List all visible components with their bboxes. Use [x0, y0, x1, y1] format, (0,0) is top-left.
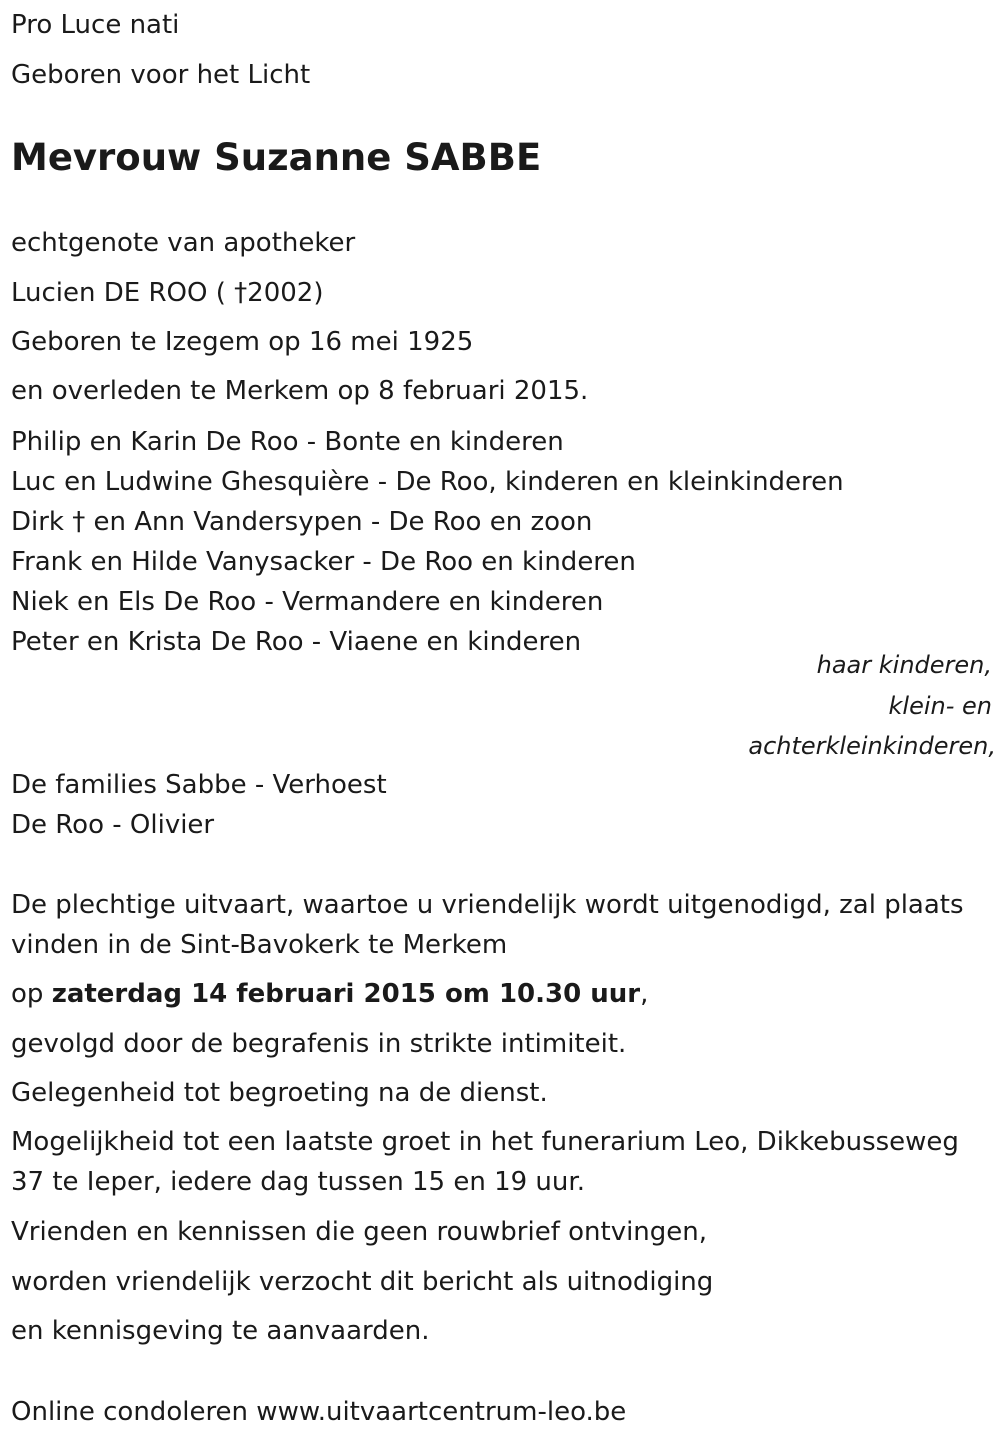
- notice-line: Vrienden en kennissen die geen rouwbrief ontvingen,: [11, 1217, 708, 1247]
- relation-note: haar kinderen,: [816, 651, 992, 679]
- funeral-line: vinden in de Sint-Bavokerk te Merkem: [11, 930, 508, 960]
- funeral-date: zaterdag 14 februari 2015 om 10.30 uur: [51, 979, 641, 1009]
- child-line: Peter en Krista De Roo - Viaene en kinderen: [11, 627, 582, 657]
- family-line: De families Sabbe - Verhoest: [11, 770, 387, 800]
- family-line: De Roo - Olivier: [11, 810, 215, 840]
- deceased-name: Mevrouw Suzanne SABBE: [11, 136, 542, 179]
- funeral-date-line: [11, 978, 648, 1010]
- funeral-date-suffix: ,: [640, 979, 649, 1009]
- notice-line: worden vriendelijk verzocht dit bericht als uitnodiging: [11, 1267, 714, 1297]
- greeting-line: Gelegenheid tot begroeting na de dienst.: [11, 1078, 548, 1108]
- spouse-line: echtgenote van apotheker: [11, 228, 356, 258]
- spouse-name-suffix: 2002): [247, 278, 324, 308]
- online-condolence: Online condoleren www.uitvaartcentrum-leo.be: [11, 1397, 627, 1427]
- child-suffix: en Ann Vandersypen - De Roo en zoon: [85, 507, 593, 537]
- spouse-name-prefix: Lucien DE ROO (: [11, 278, 235, 308]
- visit-line: Mogelijkheid tot een laatste groet in het funerarium Leo, Dikkebusseweg: [11, 1127, 959, 1157]
- relation-note: achterkleinkinderen,: [748, 732, 996, 760]
- cross-icon: †: [234, 278, 248, 308]
- birth-line: Geboren te Izegem op 16 mei 1925: [11, 327, 474, 357]
- funeral-date-prefix: op: [11, 979, 52, 1009]
- visit-line: 37 te Ieper, iedere dag tussen 15 en 19 uur.: [11, 1167, 585, 1197]
- child-prefix: Dirk: [11, 507, 73, 537]
- child-line: [11, 506, 592, 538]
- child-line: Luc en Ludwine Ghesquière - De Roo, kinderen en kleinkinderen: [11, 467, 844, 497]
- child-line: Niek en Els De Roo - Vermandere en kinderen: [11, 587, 604, 617]
- motto-latin: Pro Luce nati: [11, 10, 180, 40]
- relation-note: klein- en: [888, 692, 992, 720]
- funeral-line: De plechtige uitvaart, waartoe u vriendelijk wordt uitgenodigd, zal plaats: [11, 890, 964, 920]
- death-line: en overleden te Merkem op 8 februari 2015.: [11, 376, 589, 406]
- motto-dutch: Geboren voor het Licht: [11, 60, 311, 90]
- child-line: Frank en Hilde Vanysacker - De Roo en kinderen: [11, 547, 636, 577]
- cross-icon: †: [72, 507, 86, 537]
- notice-line: en kennisgeving te aanvaarden.: [11, 1316, 430, 1346]
- child-line: Philip en Karin De Roo - Bonte en kinderen: [11, 427, 564, 457]
- spouse-name-line: [11, 277, 323, 309]
- burial-line: gevolgd door de begrafenis in strikte intimiteit.: [11, 1029, 627, 1059]
